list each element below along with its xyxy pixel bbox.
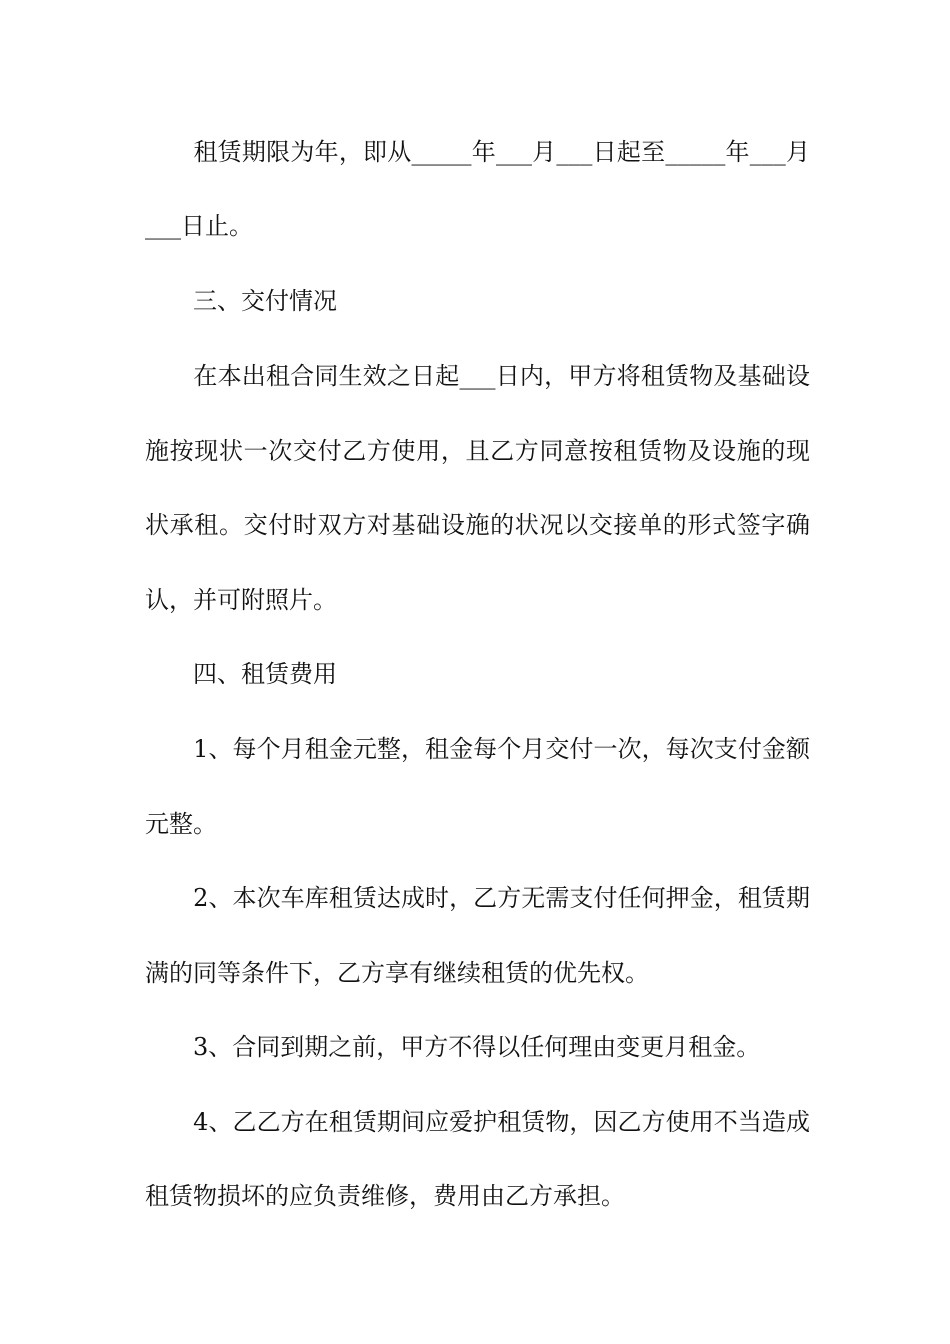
text-line-delivery-2: 施按现状一次交付乙方使用，且乙方同意按租赁物及设施的现 xyxy=(145,437,810,465)
text-line-fee-4a: 4、乙乙方在租赁期间应爱护租赁物，因乙方使用不当造成 xyxy=(145,1108,810,1136)
text-line-term-end: ___日止。 xyxy=(145,212,253,240)
section-heading-fees: 四、租赁费用 xyxy=(145,660,337,688)
text-line-delivery-4: 认，并可附照片。 xyxy=(145,586,337,614)
text-line-term: 租赁期限为年，即从_____年___月___日起至_____年___月 xyxy=(145,138,810,166)
text-line-fee-4b: 租赁物损坏的应负责维修，费用由乙方承担。 xyxy=(145,1182,625,1210)
text-line-delivery-3: 状承租。交付时双方对基础设施的状况以交接单的形式签字确 xyxy=(145,511,810,539)
text-line-fee-1b: 元整。 xyxy=(145,810,217,838)
text-line-delivery-1: 在本出租合同生效之日起___日内，甲方将租赁物及基础设 xyxy=(145,362,810,390)
text-line-fee-2a: 2、本次车库租赁达成时，乙方无需支付任何押金，租赁期 xyxy=(145,884,810,912)
text-line-fee-2b: 满的同等条件下，乙方享有继续租赁的优先权。 xyxy=(145,959,649,987)
text-line-fee-3: 3、合同到期之前，甲方不得以任何理由变更月租金。 xyxy=(145,1033,761,1061)
text-line-fee-1a: 1、每个月租金元整，租金每个月交付一次，每次支付金额 xyxy=(145,735,810,763)
section-heading-delivery: 三、交付情况 xyxy=(145,287,337,315)
